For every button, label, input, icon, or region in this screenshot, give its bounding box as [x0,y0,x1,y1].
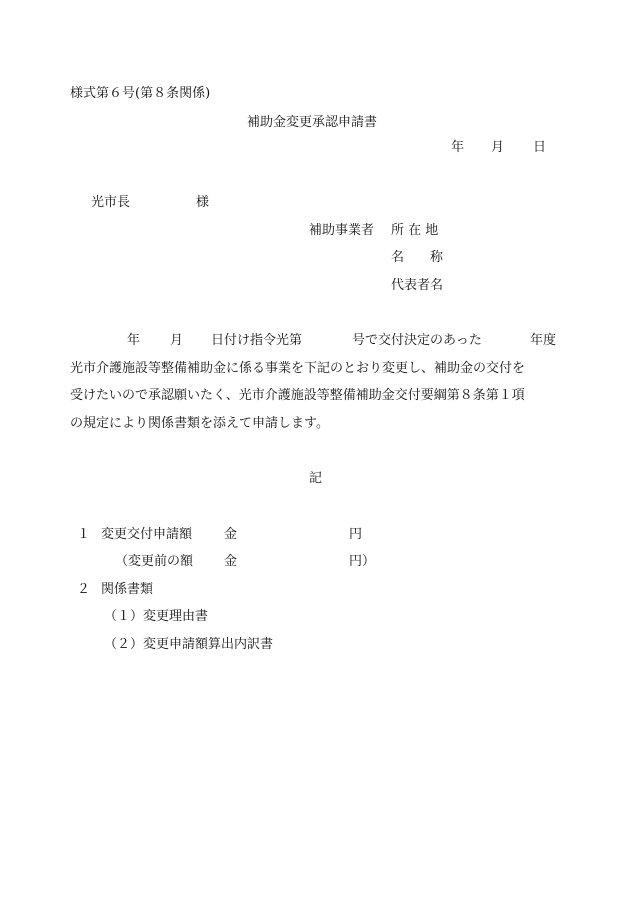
document-title: 補助金変更承認申請書 [247,115,378,130]
applicant-label: 補助事業者 [309,223,375,238]
addressee-name: 光市長 [91,195,131,210]
body-fiscal-year: 年度 [530,333,557,348]
note-heading: 記 [309,471,323,486]
item-1-yen: 円 [349,527,363,542]
representative-label: 代表者名 [391,278,444,293]
date-year-label: 年 [451,140,465,155]
item-1b-yen: 円） [349,554,376,569]
item-1-number: １ [77,527,91,542]
body-line-3: 受けたいので承認願いたく、光市介護施設等整備補助金交付要綱第８条第１項 [70,388,525,403]
item-2-number: ２ [77,582,91,597]
body-day-directive: 日付け指令光第 [211,333,303,348]
item-1-kin: 金 [224,527,238,542]
name-label: 名 称 [391,250,444,265]
sub-item-1: （１）変更理由書 [104,609,209,624]
body-year: 年 [127,333,141,348]
addressee-honorific: 様 [196,195,210,210]
body-number-decision: 号で交付決定のあった [352,333,482,348]
item-1-label: 変更交付申請額 [101,527,193,542]
body-month: 月 [170,333,184,348]
body-line-2: 光市介護施設等整備補助金に係る事業を下記のとおり変更し、補助金の交付を [70,361,526,376]
date-day-label: 日 [533,140,547,155]
sub-item-2: （２）変更申請額算出内訳書 [104,637,274,652]
body-line-4: の規定により関係書類を添えて申請します。 [70,416,329,431]
address-label: 所 在 地 [391,223,439,238]
item-1b-kin: 金 [224,554,238,569]
date-month-label: 月 [491,140,505,155]
form-label: 様式第６号(第８条関係) [70,86,211,101]
item-1b-label: （変更前の額 [115,554,194,569]
item-2-label: 関係書類 [101,582,154,597]
